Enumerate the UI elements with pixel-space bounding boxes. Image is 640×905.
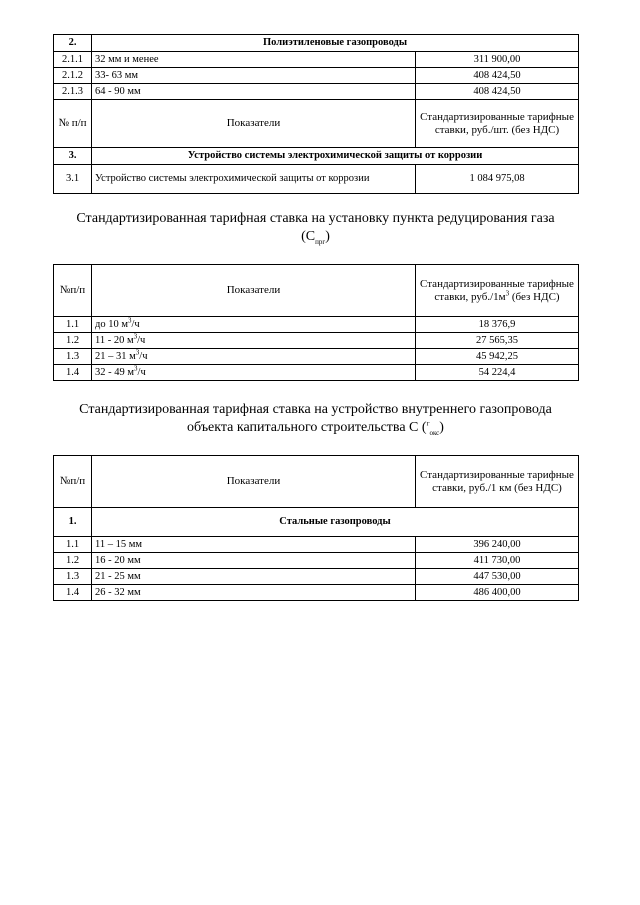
- row-value: 27 565,35: [416, 333, 579, 349]
- header-rates: Стандартизированные тарифные ставки, руб./шт. (без НДС): [416, 100, 579, 148]
- row-number: 2.1.3: [54, 84, 92, 100]
- row-label: 64 - 90 мм: [92, 84, 416, 100]
- header-rates: Стандартизированные тарифные ставки, руб./1 км (без НДС): [416, 456, 579, 508]
- header-indicators: Показатели: [92, 100, 416, 148]
- header-indicators: Показатели: [92, 265, 416, 317]
- row-value: 54 224,4: [416, 365, 579, 381]
- header-number: №п/п: [54, 456, 92, 508]
- row-label: 32 - 49 $м^3/ч$: [92, 365, 416, 381]
- title-subscript: прг: [315, 237, 326, 246]
- row-label: 11 - 20 $м^3/ч$: [92, 333, 416, 349]
- section-row: [54, 35, 579, 52]
- header-indicators: Показатели: [92, 456, 416, 508]
- row-number: 1.2: [54, 333, 92, 349]
- row-value: 447 530,00: [416, 569, 579, 585]
- header-row: [54, 456, 579, 508]
- internal-gas-pipeline-table: [53, 455, 579, 601]
- row-number: 1.3: [54, 349, 92, 365]
- row-label: до 10 $м^3/ч$: [92, 317, 416, 333]
- section-number: 1.: [54, 508, 92, 537]
- row-label: Устройство системы электрохимической защиты от коррозии: [92, 165, 416, 194]
- table-row: [54, 365, 579, 381]
- table-row: [54, 317, 579, 333]
- row-label: 21 - 25 мм: [92, 569, 416, 585]
- row-number: 1.4: [54, 585, 92, 601]
- row-value: 411 730,00: [416, 553, 579, 569]
- table-row: [54, 52, 579, 68]
- section-title-oks: [53, 401, 578, 437]
- row-label: 21 – 31 $м^3/ч$: [92, 349, 416, 365]
- polyethylene-pipelines-table: [53, 34, 579, 194]
- table-row: [54, 553, 579, 569]
- row-number: 1.1: [54, 317, 92, 333]
- row-value: 408 424,50: [416, 84, 579, 100]
- row-label: 26 - 32 мм: [92, 585, 416, 601]
- header-number: №п/п: [54, 265, 92, 317]
- gas-reduction-table: [53, 264, 579, 381]
- header-row: [54, 265, 579, 317]
- row-label: 16 - 20 мм: [92, 553, 416, 569]
- row-value: 396 240,00: [416, 537, 579, 553]
- row-value: 408 424,50: [416, 68, 579, 84]
- table-row: [54, 68, 579, 84]
- row-number: 2.1.2: [54, 68, 92, 84]
- section-title-prg: [53, 210, 578, 246]
- row-value: 45 942,25: [416, 349, 579, 365]
- title-line: Стандартизированная тарифная ставка на устройство внутреннего газопровода: [79, 402, 552, 417]
- row-label: 33- 63 мм: [92, 68, 416, 84]
- row-number: 1.3: [54, 569, 92, 585]
- section-row: [54, 508, 579, 537]
- table-row: [54, 569, 579, 585]
- row-value: 486 400,00: [416, 585, 579, 601]
- row-number: 3.1: [54, 165, 92, 194]
- title-symbol: С: [305, 229, 316, 244]
- row-value: 18 376,9: [416, 317, 579, 333]
- row-value: 311 900,00: [416, 52, 579, 68]
- header-number: № п/п: [54, 100, 92, 148]
- section-number: 3.: [54, 148, 92, 165]
- section-number: 2.: [54, 35, 92, 52]
- title-line: объекта капитального строительства С ($^г_{окс}$): [187, 419, 444, 437]
- row-label: 11 – 15 мм: [92, 537, 416, 553]
- header-rates: Стандартизированные тарифные ставки, $руб./1м^3$ (без НДС): [416, 265, 579, 317]
- section-title: Полиэтиленовые газопроводы: [92, 35, 579, 52]
- row-number: 1.2: [54, 553, 92, 569]
- row-number: 2.1.1: [54, 52, 92, 68]
- row-number: 1.4: [54, 365, 92, 381]
- table-row: [54, 84, 579, 100]
- table-row: [54, 333, 579, 349]
- title-line: Стандартизированная тарифная ставка на установку пункта редуцирования газа: [76, 211, 555, 226]
- section-row: [54, 148, 579, 165]
- table-row: [54, 165, 579, 194]
- table-row: [54, 537, 579, 553]
- row-number: 1.1: [54, 537, 92, 553]
- table-row: [54, 585, 579, 601]
- table-row: [54, 349, 579, 365]
- header-row: [54, 100, 579, 148]
- section-title: Устройство системы электрохимической защиты от коррозии: [92, 148, 579, 165]
- section-title: Стальные газопроводы: [92, 508, 579, 537]
- row-label: 32 мм и менее: [92, 52, 416, 68]
- row-value: 1 084 975,08: [416, 165, 579, 194]
- title-line: $(С_{прг})$: [301, 229, 330, 246]
